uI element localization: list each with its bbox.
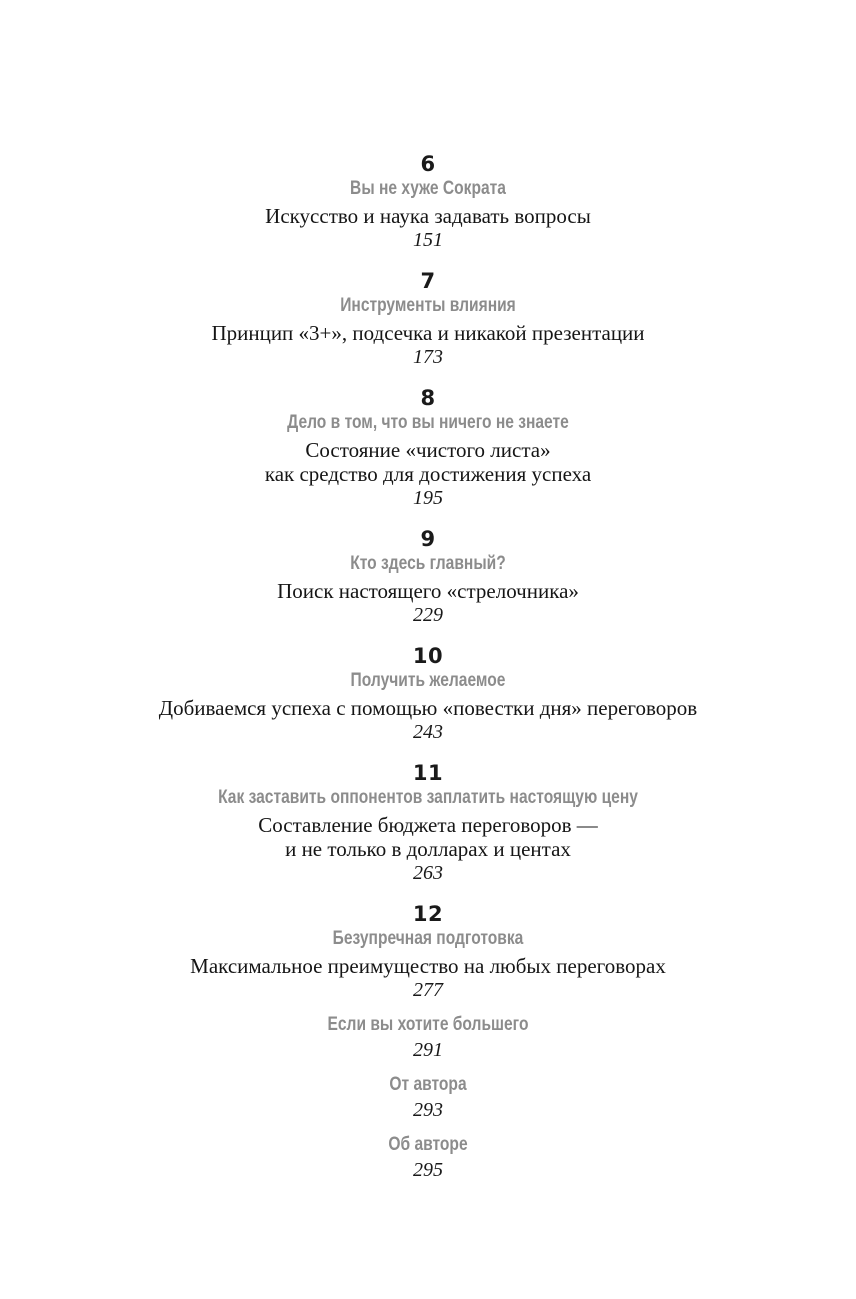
chapter-number: 7 bbox=[420, 269, 436, 293]
chapter-subtitle-line-2: как средство для достижения успеха bbox=[264, 462, 592, 486]
toc-entry-chapter-7[interactable] bbox=[0, 269, 856, 369]
chapter-subtitle: Принцип «3+», подсечка и никакой презентации bbox=[211, 321, 645, 345]
page-number: 243 bbox=[413, 721, 443, 743]
chapter-subtitle-line-1: Составление бюджета переговоров — bbox=[258, 813, 598, 837]
toc-entry-chapter-12[interactable] bbox=[0, 902, 856, 1002]
toc-entry-from-author[interactable] bbox=[0, 1072, 856, 1122]
chapter-title: Кто здесь главный? bbox=[350, 553, 506, 574]
page-number: 229 bbox=[413, 604, 443, 626]
page-number: 263 bbox=[413, 862, 443, 884]
chapter-number: 6 bbox=[420, 152, 436, 176]
section-title: Если вы хотите большего bbox=[327, 1014, 529, 1035]
chapter-number: 10 bbox=[412, 644, 444, 668]
chapter-subtitle: Поиск настоящего «стрелочника» bbox=[277, 579, 579, 603]
page-number: 195 bbox=[413, 487, 443, 509]
page-number: 151 bbox=[413, 229, 443, 251]
chapter-subtitle-line-1: Состояние «чистого листа» bbox=[305, 438, 551, 462]
chapter-number: 9 bbox=[420, 527, 436, 551]
chapter-number: 12 bbox=[412, 902, 444, 926]
page-number: 291 bbox=[413, 1039, 443, 1061]
chapter-subtitle: Искусство и наука задавать вопросы bbox=[265, 204, 591, 228]
table-of-contents bbox=[0, 152, 856, 1182]
toc-entry-chapter-11[interactable] bbox=[0, 761, 856, 885]
chapter-title: Безупречная подготовка bbox=[332, 928, 524, 949]
page-number: 173 bbox=[413, 346, 443, 368]
toc-entry-chapter-10[interactable] bbox=[0, 644, 856, 744]
chapter-title: Инструменты влияния bbox=[340, 295, 516, 316]
toc-entry-if-you-want-more[interactable] bbox=[0, 1012, 856, 1062]
toc-entry-about-author[interactable] bbox=[0, 1132, 856, 1182]
page-number: 277 bbox=[413, 979, 443, 1001]
toc-entry-chapter-9[interactable] bbox=[0, 527, 856, 627]
page-number: 295 bbox=[413, 1159, 443, 1181]
toc-entry-chapter-8[interactable] bbox=[0, 386, 856, 510]
chapter-subtitle-line-2: и не только в долларах и центах bbox=[285, 837, 571, 861]
section-title: Об авторе bbox=[388, 1134, 468, 1155]
chapter-title: Вы не хуже Сократа bbox=[350, 178, 506, 199]
chapter-subtitle: Добиваемся успеха с помощью «повестки дня» переговоров bbox=[158, 696, 698, 720]
chapter-number: 8 bbox=[420, 386, 436, 410]
chapter-number: 11 bbox=[412, 761, 444, 785]
section-title: От автора bbox=[389, 1074, 467, 1095]
chapter-subtitle: Максимальное преимущество на любых переговорах bbox=[190, 954, 666, 978]
chapter-title: Как заставить оппонентов заплатить настоящую цену bbox=[218, 787, 638, 808]
chapter-title: Получить желаемое bbox=[350, 670, 506, 691]
chapter-title: Дело в том, что вы ничего не знаете bbox=[287, 412, 569, 433]
toc-entry-chapter-6[interactable] bbox=[0, 152, 856, 252]
page-number: 293 bbox=[413, 1099, 443, 1121]
